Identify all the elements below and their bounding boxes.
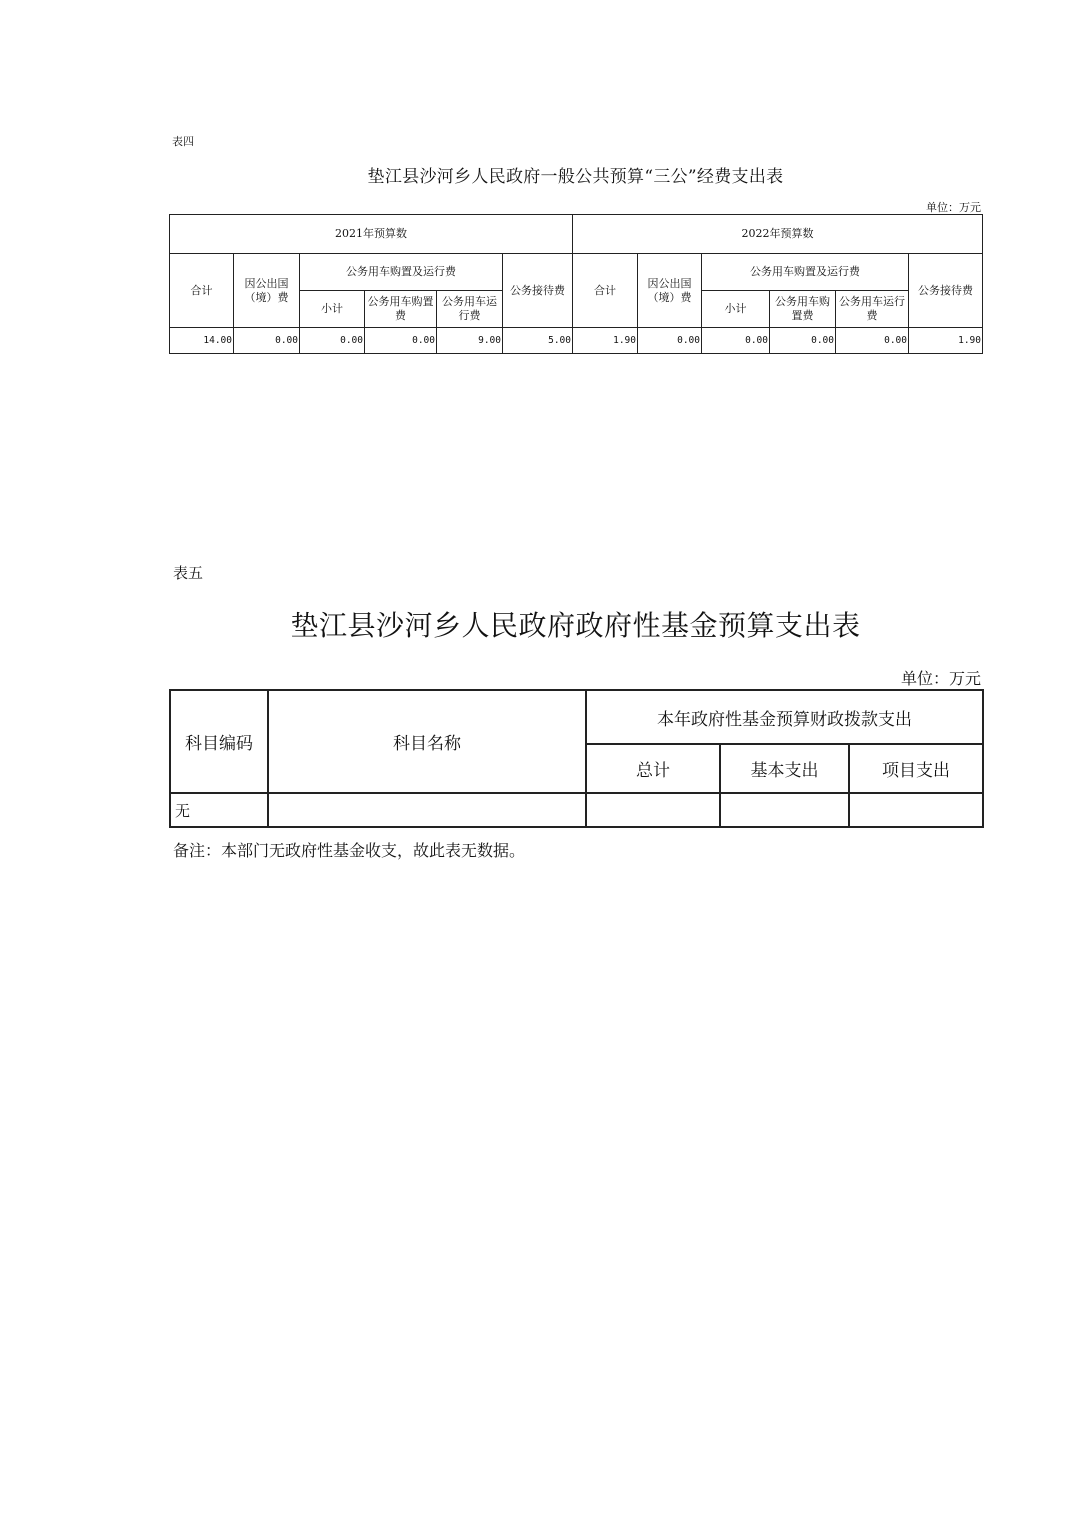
value-cell: 0.00	[365, 328, 437, 354]
operation-header-2021: 公务用车运行费	[437, 291, 503, 328]
government-fund-table	[169, 689, 984, 828]
value-cell: 0.00	[638, 328, 702, 354]
value-cell: 0.00	[770, 328, 836, 354]
basic-cell	[720, 793, 849, 827]
value-cell: 0.00	[234, 328, 300, 354]
purchase-header-2022: 公务用车购置费	[770, 291, 836, 328]
value-cell: 1.90	[573, 328, 638, 354]
total-header: 总计	[586, 744, 720, 793]
group-2021-header: 2021年预算数	[170, 215, 573, 254]
subtotal-header-2021: 小计	[300, 291, 365, 328]
name-cell	[268, 793, 586, 827]
purchase-header-2021: 公务用车购置费	[365, 291, 437, 328]
basic-header: 基本支出	[720, 744, 849, 793]
vehicle-header-2022: 公务用车购置及运行费	[702, 254, 909, 291]
code-header: 科目编码	[170, 690, 268, 793]
project-cell	[849, 793, 983, 827]
vehicle-header-2021: 公务用车购置及运行费	[300, 254, 503, 291]
value-cell: 9.00	[437, 328, 503, 354]
total-header-2021: 合计	[170, 254, 234, 328]
sangong-expense-table	[169, 214, 983, 354]
total-header-2022: 合计	[573, 254, 638, 328]
value-cell: 0.00	[300, 328, 365, 354]
table5-title: 垫江县沙河乡人民政府政府性基金预算支出表	[290, 609, 861, 642]
code-cell: 无	[170, 793, 268, 827]
value-cell: 0.00	[836, 328, 909, 354]
table5-unit: 单位：万元	[900, 669, 981, 688]
subtotal-header-2022: 小计	[702, 291, 770, 328]
total-cell	[586, 793, 720, 827]
abroad-header-2021: 因公出国（境）费	[234, 254, 300, 328]
table4-label: 表四	[172, 135, 194, 148]
name-header: 科目名称	[268, 690, 586, 793]
table4-title: 垫江县沙河乡人民政府一般公共预算“三公”经费支出表	[367, 167, 784, 187]
value-cell: 5.00	[503, 328, 573, 354]
fund-group-header: 本年政府性基金预算财政拨款支出	[586, 690, 983, 744]
table4-unit: 单位：万元	[926, 201, 981, 214]
value-cell: 0.00	[702, 328, 770, 354]
value-cell: 14.00	[170, 328, 234, 354]
project-header: 项目支出	[849, 744, 983, 793]
table5-note: 备注：本部门无政府性基金收支，故此表无数据。	[173, 841, 526, 860]
reception-header-2021: 公务接待费	[503, 254, 573, 328]
group-2022-header: 2022年预算数	[573, 215, 983, 254]
operation-header-2022: 公务用车运行费	[836, 291, 909, 328]
value-cell: 1.90	[909, 328, 983, 354]
reception-header-2022: 公务接待费	[909, 254, 983, 328]
abroad-header-2022: 因公出国（境）费	[638, 254, 702, 328]
table5-label: 表五	[173, 564, 204, 582]
